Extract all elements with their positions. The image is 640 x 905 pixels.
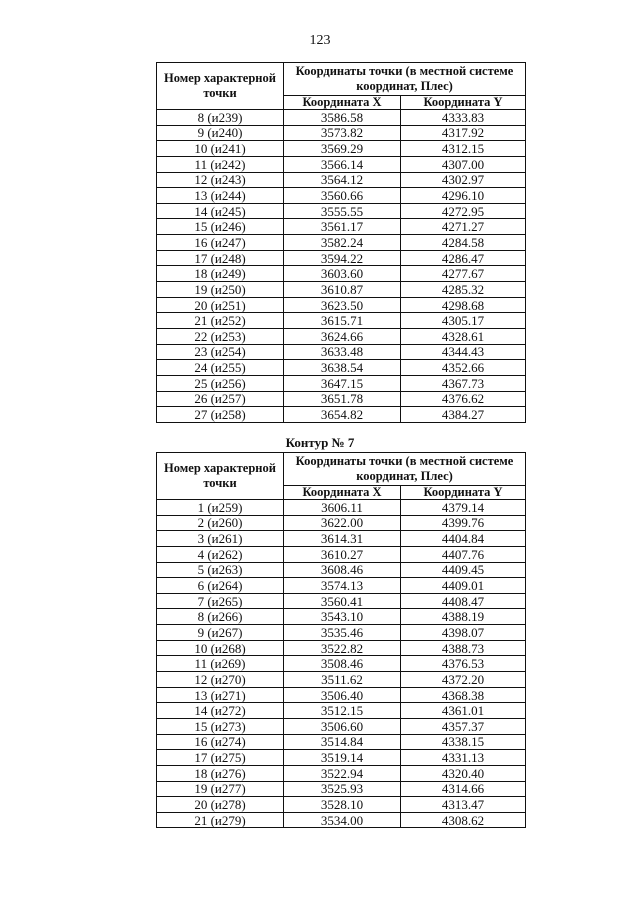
coordinate-x-cell: 3569.29 [284,141,401,157]
coordinate-x-cell: 3582.24 [284,235,401,251]
point-number-cell: 13 (и271) [157,687,284,703]
table-row [157,640,526,656]
coordinate-y-cell: 4298.68 [401,297,526,313]
table-row [157,266,526,282]
coordinate-y-cell: 4379.14 [401,500,526,516]
coordinate-x-cell: 3566.14 [284,156,401,172]
point-number-cell: 22 (и253) [157,328,284,344]
coordinate-x-cell: 3623.50 [284,297,401,313]
point-number-cell: 23 (и254) [157,344,284,360]
coordinate-x-cell: 3543.10 [284,609,401,625]
coordinate-y-cell: 4398.07 [401,625,526,641]
coordinate-y-cell: 4376.62 [401,391,526,407]
coordinate-x-cell: 3519.14 [284,750,401,766]
coordinate-y-cell: 4384.27 [401,407,526,423]
coordinate-x-cell: 3573.82 [284,125,401,141]
point-number-cell: 10 (и241) [157,141,284,157]
coordinate-y-cell: 4372.20 [401,672,526,688]
point-number-cell: 2 (и260) [157,515,284,531]
coordinates-table-1 [156,62,526,423]
coordinate-y-cell: 4368.38 [401,687,526,703]
coordinate-y-cell: 4408.47 [401,593,526,609]
coordinate-y-cell: 4388.19 [401,609,526,625]
coordinate-y-cell: 4272.95 [401,203,526,219]
header-coordinates-group: Координаты точки (в местной системе координат, Плес) [284,453,526,486]
point-number-cell: 15 (и246) [157,219,284,235]
coordinate-y-cell: 4388.73 [401,640,526,656]
coordinate-x-cell: 3508.46 [284,656,401,672]
coordinate-x-cell: 3522.82 [284,640,401,656]
table-row [157,125,526,141]
table-row [157,515,526,531]
header-coordinate-y: Координата Y [401,96,526,110]
coordinate-x-cell: 3638.54 [284,360,401,376]
table-row [157,797,526,813]
coordinate-x-cell: 3560.66 [284,188,401,204]
point-number-cell: 8 (и239) [157,110,284,126]
table-row [157,297,526,313]
table-row [157,172,526,188]
point-number-cell: 16 (и274) [157,734,284,750]
coordinate-y-cell: 4271.27 [401,219,526,235]
coordinate-x-cell: 3622.00 [284,515,401,531]
coordinate-y-cell: 4376.53 [401,656,526,672]
table-row [157,703,526,719]
point-number-cell: 13 (и244) [157,188,284,204]
coordinate-y-cell: 4338.15 [401,734,526,750]
header-coordinates-group: Координаты точки (в местной системе координат, Плес) [284,63,526,96]
point-number-cell: 19 (и277) [157,781,284,797]
header-point-number: Номер характерной точки [157,63,284,110]
coordinate-x-cell: 3514.84 [284,734,401,750]
coordinate-x-cell: 3560.41 [284,593,401,609]
table-row [157,750,526,766]
header-coordinate-x: Координата X [284,96,401,110]
point-number-cell: 14 (и245) [157,203,284,219]
coordinate-x-cell: 3586.58 [284,110,401,126]
coordinate-x-cell: 3610.27 [284,546,401,562]
point-number-cell: 15 (и273) [157,718,284,734]
table-row [157,282,526,298]
table-row [157,313,526,329]
coordinate-x-cell: 3561.17 [284,219,401,235]
coordinate-y-cell: 4284.58 [401,235,526,251]
coordinate-x-cell: 3574.13 [284,578,401,594]
point-number-cell: 24 (и255) [157,360,284,376]
coordinate-y-cell: 4313.47 [401,797,526,813]
point-number-cell: 17 (и248) [157,250,284,266]
point-number-cell: 19 (и250) [157,282,284,298]
contour-title: Контур № 7 [285,435,355,450]
table-row [157,156,526,172]
header-coordinate-y: Координата Y [401,486,526,500]
table-2-body [157,500,526,828]
point-number-cell: 1 (и259) [157,500,284,516]
table-row [157,593,526,609]
point-number-cell: 20 (и251) [157,297,284,313]
point-number-cell: 21 (и252) [157,313,284,329]
table-row [157,781,526,797]
table-row [157,546,526,562]
point-number-cell: 10 (и268) [157,640,284,656]
header-coordinate-x: Координата X [284,486,401,500]
coordinate-y-cell: 4305.17 [401,313,526,329]
coordinate-y-cell: 4352.66 [401,360,526,376]
table-row [157,235,526,251]
table-row [157,578,526,594]
coordinate-x-cell: 3534.00 [284,812,401,828]
page-number: 123 [309,33,331,48]
coordinate-y-cell: 4302.97 [401,172,526,188]
point-number-cell: 11 (и269) [157,656,284,672]
point-number-cell: 20 (и278) [157,797,284,813]
coordinate-y-cell: 4399.76 [401,515,526,531]
point-number-cell: 9 (и267) [157,625,284,641]
table-row [157,375,526,391]
point-number-cell: 14 (и272) [157,703,284,719]
point-number-cell: 18 (и276) [157,765,284,781]
table-row [157,812,526,828]
table-row [157,391,526,407]
point-number-cell: 18 (и249) [157,266,284,282]
coordinate-x-cell: 3506.40 [284,687,401,703]
table-row [157,188,526,204]
point-number-cell: 12 (и270) [157,672,284,688]
coordinate-x-cell: 3603.60 [284,266,401,282]
coordinate-x-cell: 3651.78 [284,391,401,407]
coordinate-y-cell: 4328.61 [401,328,526,344]
coordinate-x-cell: 3654.82 [284,407,401,423]
point-number-cell: 25 (и256) [157,375,284,391]
table-row [157,219,526,235]
table-row [157,500,526,516]
table-row [157,687,526,703]
table-row [157,141,526,157]
table-row [157,110,526,126]
coordinate-y-cell: 4317.92 [401,125,526,141]
point-number-cell: 21 (и279) [157,812,284,828]
coordinate-x-cell: 3555.55 [284,203,401,219]
coordinate-y-cell: 4407.76 [401,546,526,562]
point-number-cell: 27 (и258) [157,407,284,423]
coordinate-y-cell: 4286.47 [401,250,526,266]
table-1-body [157,110,526,423]
point-number-cell: 26 (и257) [157,391,284,407]
table-row [157,609,526,625]
coordinate-y-cell: 4367.73 [401,375,526,391]
coordinate-y-cell: 4308.62 [401,812,526,828]
table-row [157,672,526,688]
point-number-cell: 9 (и240) [157,125,284,141]
coordinate-x-cell: 3564.12 [284,172,401,188]
coordinate-x-cell: 3512.15 [284,703,401,719]
coordinate-x-cell: 3506.60 [284,718,401,734]
header-point-number: Номер характерной точки [157,453,284,500]
table-row [157,562,526,578]
point-number-cell: 8 (и266) [157,609,284,625]
coordinate-y-cell: 4404.84 [401,531,526,547]
coordinate-x-cell: 3624.66 [284,328,401,344]
coordinate-y-cell: 4344.43 [401,344,526,360]
coordinate-x-cell: 3594.22 [284,250,401,266]
point-number-cell: 7 (и265) [157,593,284,609]
coordinate-y-cell: 4409.45 [401,562,526,578]
table-row [157,360,526,376]
table-row [157,250,526,266]
point-number-cell: 11 (и242) [157,156,284,172]
coordinate-x-cell: 3606.11 [284,500,401,516]
coordinate-x-cell: 3525.93 [284,781,401,797]
coordinate-x-cell: 3647.15 [284,375,401,391]
coordinate-x-cell: 3511.62 [284,672,401,688]
coordinate-x-cell: 3608.46 [284,562,401,578]
point-number-cell: 4 (и262) [157,546,284,562]
table-row [157,718,526,734]
coordinate-x-cell: 3615.71 [284,313,401,329]
coordinate-y-cell: 4285.32 [401,282,526,298]
point-number-cell: 16 (и247) [157,235,284,251]
coordinate-x-cell: 3522.94 [284,765,401,781]
table-row [157,625,526,641]
coordinate-x-cell: 3610.87 [284,282,401,298]
point-number-cell: 5 (и263) [157,562,284,578]
coordinate-y-cell: 4361.01 [401,703,526,719]
coordinate-y-cell: 4357.37 [401,718,526,734]
coordinate-y-cell: 4409.01 [401,578,526,594]
table-row [157,407,526,423]
coordinate-x-cell: 3614.31 [284,531,401,547]
coordinate-y-cell: 4312.15 [401,141,526,157]
point-number-cell: 17 (и275) [157,750,284,766]
coordinate-x-cell: 3633.48 [284,344,401,360]
coordinate-y-cell: 4296.10 [401,188,526,204]
table-row [157,328,526,344]
coordinate-y-cell: 4314.66 [401,781,526,797]
table-row [157,344,526,360]
table-row [157,765,526,781]
table-row [157,734,526,750]
coordinate-y-cell: 4277.67 [401,266,526,282]
coordinate-y-cell: 4333.83 [401,110,526,126]
point-number-cell: 6 (и264) [157,578,284,594]
coordinates-table-2 [156,452,526,828]
table-row [157,531,526,547]
point-number-cell: 12 (и243) [157,172,284,188]
table-row [157,203,526,219]
point-number-cell: 3 (и261) [157,531,284,547]
coordinate-x-cell: 3528.10 [284,797,401,813]
coordinate-y-cell: 4307.00 [401,156,526,172]
coordinate-y-cell: 4320.40 [401,765,526,781]
coordinate-x-cell: 3535.46 [284,625,401,641]
table-row [157,656,526,672]
coordinate-y-cell: 4331.13 [401,750,526,766]
